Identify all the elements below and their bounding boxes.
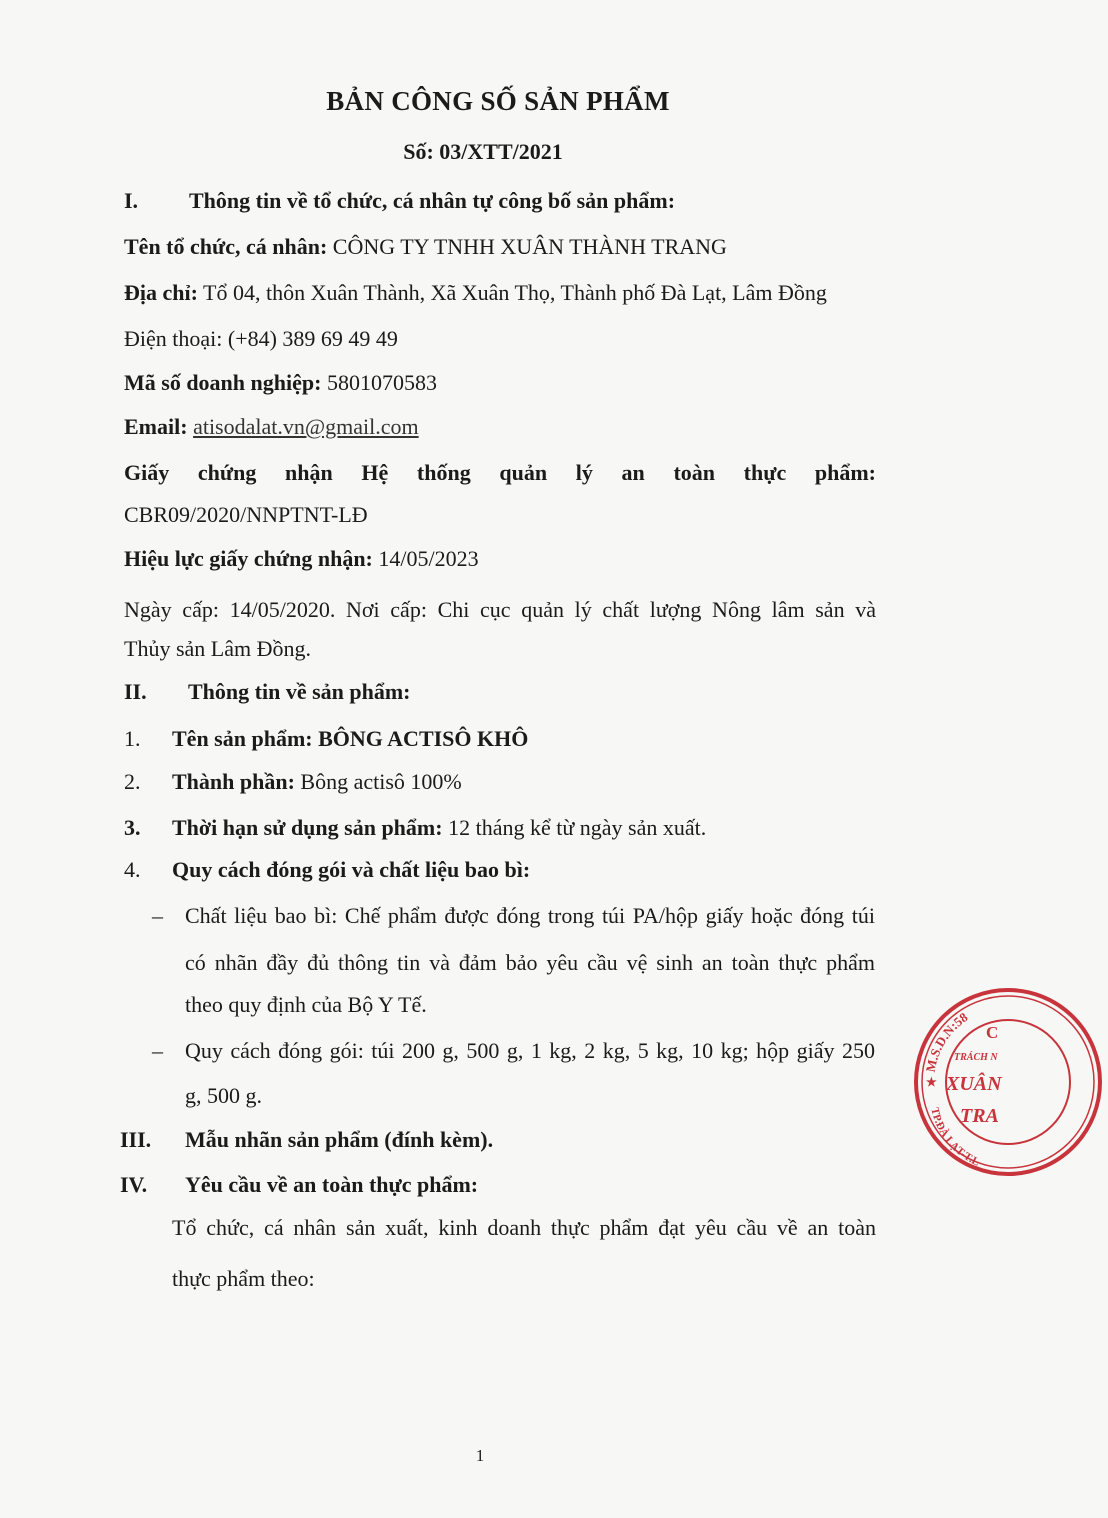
- email-label: Email:: [124, 414, 188, 439]
- section-1-number: I.: [124, 188, 139, 213]
- section-1-heading: Thông tin về tổ chức, cá nhân tự công bố sản phẩm:: [189, 188, 676, 213]
- page-number: 1: [475, 1446, 485, 1465]
- item-2-line: [172, 769, 462, 795]
- bullet-2-line-2: g, 500 g.: [185, 1083, 262, 1108]
- section-4-heading: Yêu cầu về an toàn thực phẩm:: [185, 1172, 479, 1197]
- bullet-1-dash: –: [152, 903, 163, 928]
- item-2-value: Bông actisô 100%: [294, 769, 462, 794]
- tax-code-line: [124, 370, 437, 396]
- item-2-number: 2.: [124, 769, 141, 794]
- certificate-label: Giấy chứng nhận Hệ thống quản lý an toàn thực phẩm:: [124, 460, 876, 485]
- stamp-inner-line-4: TRA: [960, 1105, 999, 1127]
- item-3-value: 12 tháng kể từ ngày sản xuất.: [442, 815, 707, 840]
- org-name-value: CÔNG TY TNHH XUÂN THÀNH TRANG: [327, 234, 727, 259]
- validity-line: [124, 546, 479, 572]
- item-1-line: [172, 726, 528, 752]
- bullet-2-dash: –: [152, 1038, 163, 1063]
- org-name-line: [124, 234, 727, 260]
- stamp-inner-line-2: TRÁCH N: [954, 1052, 998, 1063]
- item-3-label: Thời hạn sử dụng sản phẩm:: [172, 815, 443, 840]
- document-number: Số: 03/XTT/2021: [403, 139, 563, 164]
- stamp-inner-line-1: C: [986, 1023, 999, 1042]
- section-3-heading: Mẫu nhãn sản phẩm (đính kèm).: [185, 1127, 494, 1152]
- stamp-bottom-text: TP.ĐÀ LẠT-T.L: [928, 1106, 982, 1169]
- tax-code-value: 5801070583: [321, 370, 437, 395]
- item-4-number: 4.: [124, 857, 141, 882]
- issue-line-2: Thủy sản Lâm Đồng.: [124, 636, 311, 661]
- email-link[interactable]: atisodalat.vn@gmail.com: [193, 414, 419, 439]
- item-1-label: Tên sản phẩm:: [172, 726, 313, 751]
- item-4-line: [172, 857, 530, 883]
- item-3-number: 3.: [124, 815, 141, 840]
- stamp-ring-text: M.S.D.N:58: [922, 1009, 971, 1074]
- section-2-number: II.: [124, 679, 147, 704]
- email-line: [124, 414, 419, 440]
- section-4-line-1: Tổ chức, cá nhân sản xuất, kinh doanh thực phẩm đạt yêu cầu về an toàn: [172, 1215, 876, 1240]
- section-4-line-2: thực phẩm theo:: [172, 1266, 315, 1291]
- section-3-number: III.: [120, 1127, 152, 1152]
- item-3-line: [172, 815, 706, 841]
- bullet-1-line-2: có nhãn đầy đủ thông tin và đảm bảo yêu cầu vệ sinh an toàn thực phẩm: [185, 950, 875, 975]
- section-4-number: IV.: [120, 1172, 148, 1197]
- item-4-label: Quy cách đóng gói và chất liệu bao bì:: [172, 857, 531, 882]
- bullet-1-line-1: Chất liệu bao bì: Chế phẩm được đóng trong túi PA/hộp giấy hoặc đóng túi: [185, 903, 875, 928]
- validity-value: 14/05/2023: [372, 546, 479, 571]
- phone-line: Điện thoại: (+84) 389 69 49 49: [124, 326, 398, 351]
- certificate-value: CBR09/2020/NNPTNT-LĐ: [124, 502, 368, 527]
- bullet-2-line-1: Quy cách đóng gói: túi 200 g, 500 g, 1 kg, 2 kg, 5 kg, 10 kg; hộp giấy 250: [185, 1038, 875, 1063]
- validity-label: Hiệu lực giấy chứng nhận:: [124, 546, 373, 571]
- org-name-label: Tên tổ chức, cá nhân:: [124, 234, 328, 259]
- issue-line-1: Ngày cấp: 14/05/2020. Nơi cấp: Chi cục quản lý chất lượng Nông lâm sản và: [124, 597, 876, 622]
- bullet-1-line-3: theo quy định của Bộ Y Tế.: [185, 992, 427, 1017]
- tax-code-label: Mã số doanh nghiệp:: [124, 370, 322, 395]
- item-1-value: BÔNG ACTISÔ KHÔ: [318, 726, 529, 751]
- address-label: Địa chỉ:: [124, 280, 198, 305]
- section-2-heading: Thông tin về sản phẩm:: [188, 679, 411, 704]
- document-title: BẢN CÔNG SỐ SẢN PHẨM: [326, 86, 670, 116]
- address-value: Tổ 04, thôn Xuân Thành, Xã Xuân Thọ, Thành phố Đà Lạt, Lâm Đồng: [197, 280, 827, 305]
- company-stamp-icon: [908, 982, 1108, 1182]
- item-1-number: 1.: [124, 726, 141, 751]
- item-2-label: Thành phần:: [172, 769, 295, 794]
- address-line: [124, 280, 827, 306]
- stamp-inner-line-3: XUÂN: [946, 1073, 1002, 1095]
- stamp-star-icon: ★: [926, 1075, 937, 1089]
